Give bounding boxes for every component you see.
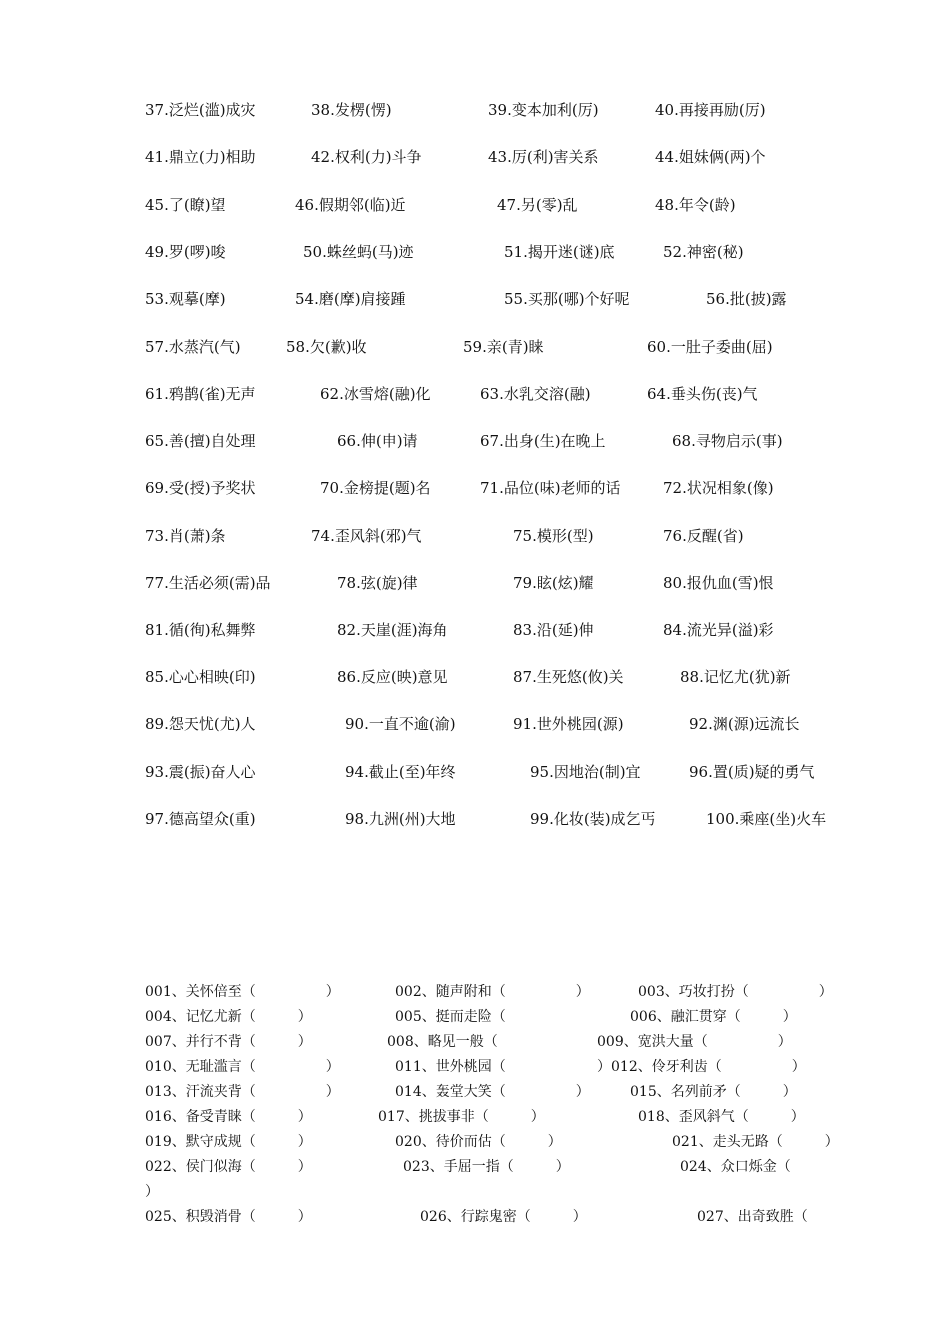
- list-item: 53.观摹(摩): [145, 290, 226, 308]
- list-item: 37.泛烂(滥)成灾: [145, 101, 256, 119]
- list-item: 93.震(振)奋人心: [145, 763, 256, 781]
- list-item: 76.反醒(省): [663, 527, 744, 545]
- list-item: 61.鸦鹊(雀)无声: [145, 385, 256, 403]
- list-item: 63.水乳交溶(融): [480, 385, 591, 403]
- list-item: 86.反应(映)意见: [337, 668, 448, 686]
- list-item: 41.鼎立(力)相助: [145, 148, 256, 166]
- list-item: 77.生活必须(需)品: [145, 574, 271, 592]
- list-item: 60.一肚子委曲(屈): [647, 338, 773, 356]
- list-item: 57.水蒸汽(气): [145, 338, 241, 356]
- list-item: 94.截止(至)年终: [345, 763, 456, 781]
- list-item: 45.了(瞭)望: [145, 196, 226, 214]
- list-item: 96.置(质)疑的勇气: [689, 763, 815, 781]
- list-item: 46.假期邻(临)近: [295, 196, 406, 214]
- exercise-item: 004、记忆尤新（ ）: [145, 1009, 312, 1025]
- exercise-item: 014、轰堂大笑（ ）: [395, 1084, 590, 1100]
- list-item: 73.肖(萧)条: [145, 527, 226, 545]
- exercise-item: 018、歪风斜气（ ）: [638, 1109, 805, 1125]
- list-item: 55.买那(哪)个好呢: [504, 290, 630, 308]
- exercise-item: 026、行踪鬼密（ ）: [420, 1209, 587, 1225]
- exercise-item: 025、积毁消骨（ ）: [145, 1209, 312, 1225]
- list-item: 58.欠(歉)收: [286, 338, 367, 356]
- list-item: 42.权利(力)斗争: [311, 148, 422, 166]
- exercise-item-continuation: ）: [145, 1184, 159, 1200]
- list-item: 48.年令(龄): [655, 196, 736, 214]
- list-item: 89.怨天忧(尤)人: [145, 715, 256, 733]
- list-item: 99.化妆(装)成乞丐: [530, 810, 656, 828]
- exercise-item: 008、略见一般（: [387, 1034, 498, 1050]
- list-item: 62.冰雪熔(融)化: [320, 385, 431, 403]
- list-item: 82.天崖(涯)海角: [337, 621, 448, 639]
- list-item: 39.变本加利(厉): [488, 101, 599, 119]
- list-item: 71.品位(味)老师的话: [480, 479, 621, 497]
- list-item: 43.厉(利)害关系: [488, 148, 599, 166]
- exercise-item: 007、并行不背（ ）: [145, 1034, 312, 1050]
- exercise-item: 016、备受青睐（ ）: [145, 1109, 312, 1125]
- list-item: 98.九洲(州)大地: [345, 810, 456, 828]
- exercise-item: 017、挑拔事非（ ）: [378, 1109, 545, 1125]
- exercise-item: 003、巧妆打扮（ ）: [638, 984, 833, 1000]
- exercise-item: 002、随声附和（ ）: [395, 984, 590, 1000]
- list-item: 66.伸(申)请: [337, 432, 418, 450]
- list-item: 64.垂头伤(丧)气: [647, 385, 758, 403]
- exercise-item: 027、出奇致胜（: [697, 1209, 808, 1225]
- exercise-item: 024、众口烁金（: [680, 1159, 791, 1175]
- list-item: 75.模形(型): [513, 527, 594, 545]
- list-item: 90.一直不逾(渝): [345, 715, 456, 733]
- exercise-item: 010、无耻滥言（ ）: [145, 1059, 340, 1075]
- exercise-item: 011、世外桃园（: [395, 1059, 506, 1075]
- exercise-item: 019、默守成规（ ）: [145, 1134, 312, 1150]
- exercise-item: 009、宽洪大量（ ）: [597, 1034, 792, 1050]
- exercise-item: 013、汗流夹背（ ）: [145, 1084, 340, 1100]
- list-item: 95.因地治(制)宜: [530, 763, 641, 781]
- list-item: 85.心心相映(印): [145, 668, 256, 686]
- list-item: 65.善(擅)自处理: [145, 432, 256, 450]
- exercise-item: 001、关怀倍至（ ）: [145, 984, 340, 1000]
- list-item: 47.另(零)乱: [497, 196, 578, 214]
- list-item: 97.德高望众(重): [145, 810, 256, 828]
- exercise-item: 005、挺而走险（: [395, 1009, 506, 1025]
- exercise-item: 022、侯门似海（ ）: [145, 1159, 312, 1175]
- list-item: 49.罗(啰)唆: [145, 243, 226, 261]
- list-item: 88.记忆尤(犹)新: [680, 668, 791, 686]
- list-item: 44.姐妹俩(两)个: [655, 148, 766, 166]
- list-item: 91.世外桃园(源): [513, 715, 624, 733]
- list-item: 50.蛛丝蚂(马)迹: [303, 243, 414, 261]
- exercise-item: 006、融汇贯穿（ ）: [630, 1009, 797, 1025]
- list-item: 79.眩(炫)耀: [513, 574, 594, 592]
- list-item: 68.寻物启示(事): [672, 432, 783, 450]
- list-item: 70.金榜提(题)名: [320, 479, 431, 497]
- exercise-item: ）012、伶牙利齿（ ）: [597, 1059, 806, 1075]
- list-item: 69.受(授)予奖状: [145, 479, 256, 497]
- exercise-item: 015、名列前矛（ ）: [630, 1084, 797, 1100]
- list-item: 54.磨(摩)肩接踵: [295, 290, 406, 308]
- exercise-item: 020、待价而估（ ）: [395, 1134, 562, 1150]
- list-item: 40.再接再励(厉): [655, 101, 766, 119]
- list-item: 52.神密(秘): [663, 243, 744, 261]
- exercise-item: 021、走头无路（ ）: [672, 1134, 839, 1150]
- list-item: 84.流光异(溢)彩: [663, 621, 774, 639]
- list-item: 67.出身(生)在晚上: [480, 432, 606, 450]
- list-item: 59.亲(青)睐: [463, 338, 544, 356]
- list-item: 38.发楞(愣): [311, 101, 392, 119]
- list-item: 78.弦(旋)律: [337, 574, 418, 592]
- list-item: 83.沿(延)伸: [513, 621, 594, 639]
- exercise-item: 023、手屈一指（ ）: [403, 1159, 570, 1175]
- list-item: 87.生死悠(攸)关: [513, 668, 624, 686]
- list-item: 74.歪风斜(邪)气: [311, 527, 422, 545]
- list-item: 100.乘座(坐)火车: [706, 810, 827, 828]
- list-item: 92.渊(源)远流长: [689, 715, 800, 733]
- list-item: 81.循(徇)私舞弊: [145, 621, 256, 639]
- list-item: 72.状况相象(像): [663, 479, 774, 497]
- list-item: 80.报仇血(雪)恨: [663, 574, 774, 592]
- list-item: 51.揭开迷(谜)底: [504, 243, 615, 261]
- list-item: 56.批(披)露: [706, 290, 787, 308]
